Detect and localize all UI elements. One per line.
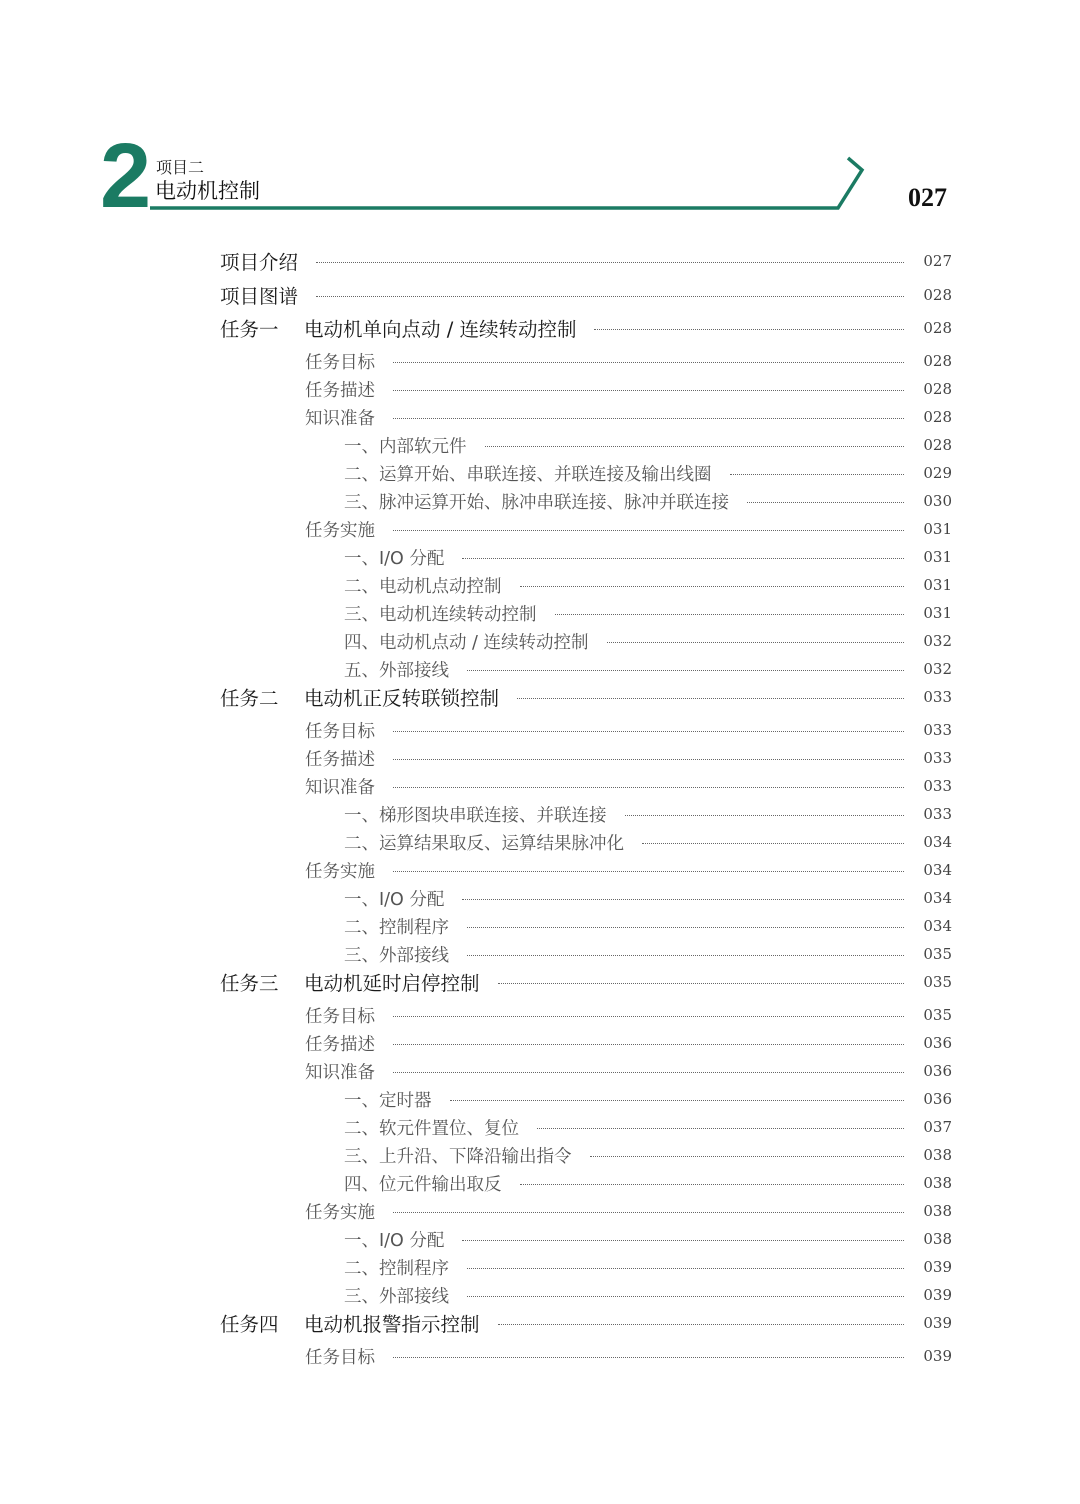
toc-entry-label xyxy=(305,377,375,402)
dot-leader xyxy=(498,1324,904,1325)
toc-page-number: 028 xyxy=(923,352,952,370)
toc-page-number: 038 xyxy=(923,1230,952,1248)
toc-page-number: 039 xyxy=(923,1258,952,1276)
toc-entry[interactable] xyxy=(344,543,952,571)
toc-entry[interactable] xyxy=(344,571,952,599)
toc-entry-label xyxy=(305,1031,375,1056)
toc-entry[interactable] xyxy=(344,655,952,683)
toc-entry[interactable] xyxy=(305,1029,952,1057)
dot-leader xyxy=(485,446,905,447)
toc-entry[interactable] xyxy=(305,1342,952,1370)
dot-leader xyxy=(393,787,904,788)
toc-entry[interactable] xyxy=(305,515,952,543)
toc-entry[interactable] xyxy=(305,856,952,884)
toc-entry-label xyxy=(305,1344,375,1369)
toc-entry-label xyxy=(220,1309,480,1337)
toc-page-number: 033 xyxy=(923,777,952,795)
toc-entry[interactable] xyxy=(305,347,952,375)
toc-page-number: 037 xyxy=(923,1118,952,1136)
dot-leader xyxy=(537,1128,904,1129)
dot-leader xyxy=(520,586,905,587)
dot-leader xyxy=(517,698,904,699)
toc-entry[interactable] xyxy=(220,281,952,309)
toc-page-number: 028 xyxy=(923,408,952,426)
toc-task-prefix: 任务四 xyxy=(220,1313,279,1336)
dot-leader xyxy=(590,1156,905,1157)
toc-page-number: 036 xyxy=(923,1034,952,1052)
toc-entry-label xyxy=(344,1255,449,1280)
toc-entry-label xyxy=(220,314,576,342)
toc-entry[interactable] xyxy=(344,599,952,627)
toc-entry-label xyxy=(344,573,502,598)
dot-leader xyxy=(730,474,905,475)
toc-entry-title: 一、I/O 分配 xyxy=(344,548,445,569)
toc-entry[interactable] xyxy=(220,968,952,996)
toc-page-number: 039 xyxy=(923,1314,952,1332)
toc-entry-label xyxy=(305,1003,375,1028)
toc-page-number: 034 xyxy=(923,889,952,907)
toc-entry-title: 一、I/O 分配 xyxy=(344,889,445,910)
toc-task-prefix: 任务二 xyxy=(220,687,279,710)
toc-page-number: 036 xyxy=(923,1090,952,1108)
toc-entry-label xyxy=(305,718,375,743)
toc-entry-title: 电动机报警指示控制 xyxy=(304,1313,480,1336)
dot-leader xyxy=(393,1357,904,1358)
toc-entry[interactable] xyxy=(344,912,952,940)
toc-page-number: 030 xyxy=(923,492,952,510)
toc-entry[interactable] xyxy=(305,1197,952,1225)
toc-page-number: 031 xyxy=(923,576,952,594)
toc-entry-label xyxy=(220,683,499,711)
toc-entry[interactable] xyxy=(344,627,952,655)
dot-leader xyxy=(520,1184,905,1185)
toc-page-number: 039 xyxy=(923,1347,952,1365)
toc-page-number: 034 xyxy=(923,917,952,935)
toc-page-number: 027 xyxy=(923,252,952,270)
toc-entry-label xyxy=(344,830,624,855)
toc-page-number: 032 xyxy=(923,632,952,650)
toc-entry-label xyxy=(220,281,298,309)
toc-page-number: 033 xyxy=(923,721,952,739)
toc-entry-title: 电动机单向点动 / 连续转动控制 xyxy=(304,318,577,341)
toc-entry-label xyxy=(305,774,375,799)
toc-page-number: 031 xyxy=(923,604,952,622)
toc-entry[interactable] xyxy=(305,403,952,431)
dot-leader xyxy=(467,1296,904,1297)
toc-entry-title: 一、梯形图块串联连接、并联连接 xyxy=(344,805,607,826)
dot-leader xyxy=(393,1072,904,1073)
dot-leader xyxy=(467,955,904,956)
page-header xyxy=(0,0,1080,230)
toc-entry-title: 一、I/O 分配 xyxy=(344,1230,445,1251)
toc-entry[interactable] xyxy=(344,1225,952,1253)
toc-entry[interactable] xyxy=(344,487,952,515)
toc-entry-title: 任务描述 xyxy=(305,1034,375,1055)
dot-leader xyxy=(462,899,904,900)
toc-entry[interactable] xyxy=(344,1253,952,1281)
toc-entry-title: 二、电动机点动控制 xyxy=(344,576,502,597)
toc-entry-title: 项目图谱 xyxy=(220,285,299,308)
toc-entry[interactable] xyxy=(344,459,952,487)
toc-page-number: 028 xyxy=(923,286,952,304)
toc-entry-label xyxy=(344,1227,444,1252)
toc-entry-title: 任务实施 xyxy=(305,1202,375,1223)
toc-entry-title: 电动机延时启停控制 xyxy=(304,972,480,995)
toc-entry-title: 三、电动机连续转动控制 xyxy=(344,604,537,625)
toc-entry[interactable] xyxy=(220,247,952,275)
toc-entry-label xyxy=(344,942,449,967)
toc-entry-label xyxy=(344,802,607,827)
toc-entry-title: 五、外部接线 xyxy=(344,660,449,681)
dot-leader xyxy=(316,296,904,297)
toc-entry-label xyxy=(344,1171,502,1196)
toc-entry-title: 三、上升沿、下降沿输出指令 xyxy=(344,1146,572,1167)
toc-entry-label xyxy=(344,489,729,514)
toc-page-number: 038 xyxy=(923,1146,952,1164)
toc-page-number: 028 xyxy=(923,380,952,398)
dot-leader xyxy=(607,642,904,643)
toc-entry[interactable] xyxy=(344,1169,952,1197)
toc-entry-label xyxy=(344,914,449,939)
toc-page-number: 033 xyxy=(923,805,952,823)
dot-leader xyxy=(498,983,904,984)
dot-leader xyxy=(393,1212,904,1213)
toc-entry[interactable] xyxy=(305,1057,952,1085)
toc-entry-title: 项目介绍 xyxy=(220,251,299,274)
toc-entry-label xyxy=(305,746,375,771)
toc-entry[interactable] xyxy=(344,1085,952,1113)
toc-page-number: 031 xyxy=(923,520,952,538)
toc-entry-label xyxy=(220,968,480,996)
toc-page-number: 031 xyxy=(923,548,952,566)
toc-page-number: 038 xyxy=(923,1174,952,1192)
toc-page-number: 034 xyxy=(923,833,952,851)
toc-entry[interactable] xyxy=(344,800,952,828)
toc-entry-title: 三、外部接线 xyxy=(344,945,449,966)
toc-entry-title: 二、运算开始、串联连接、并联连接及输出线圈 xyxy=(344,464,712,485)
toc-task-prefix: 任务一 xyxy=(220,318,279,341)
dot-leader xyxy=(462,558,904,559)
toc-entry-label xyxy=(344,1115,519,1140)
toc-entry-title: 二、控制程序 xyxy=(344,917,449,938)
project-label: 项目二 xyxy=(156,158,205,177)
toc-page-number: 035 xyxy=(923,1006,952,1024)
toc-entry-title: 任务描述 xyxy=(305,749,375,770)
toc-page-number: 039 xyxy=(923,1286,952,1304)
dot-leader xyxy=(393,390,904,391)
toc-entry-label xyxy=(344,601,537,626)
toc-page-number: 034 xyxy=(923,861,952,879)
toc-entry-title: 知识准备 xyxy=(305,408,375,429)
toc-entry-label xyxy=(305,1059,375,1084)
toc-entry-label xyxy=(305,858,375,883)
dot-leader xyxy=(467,1268,904,1269)
toc-page-number: 038 xyxy=(923,1202,952,1220)
toc-page-number: 036 xyxy=(923,1062,952,1080)
toc-task-prefix: 任务三 xyxy=(220,972,279,995)
dot-leader xyxy=(316,262,904,263)
toc-entry-title: 任务目标 xyxy=(305,1347,375,1368)
dot-leader xyxy=(450,1100,905,1101)
dot-leader xyxy=(393,1044,904,1045)
dot-leader xyxy=(393,1016,904,1017)
toc-entry-title: 二、运算结果取反、运算结果脉冲化 xyxy=(344,833,624,854)
toc-page-number: 032 xyxy=(923,660,952,678)
toc-entry-title: 四、电动机点动 / 连续转动控制 xyxy=(344,632,589,653)
dot-leader xyxy=(594,329,904,330)
toc-entry-label xyxy=(344,433,467,458)
dot-leader xyxy=(393,731,904,732)
toc-entry[interactable] xyxy=(220,683,952,711)
toc-entry-title: 知识准备 xyxy=(305,777,375,798)
dot-leader xyxy=(467,927,904,928)
toc-entry-title: 一、定时器 xyxy=(344,1090,432,1111)
toc-entry[interactable] xyxy=(305,772,952,800)
dot-leader xyxy=(393,759,904,760)
toc-entry-title: 二、控制程序 xyxy=(344,1258,449,1279)
toc-page-number: 033 xyxy=(923,749,952,767)
toc-entry[interactable] xyxy=(344,1113,952,1141)
toc-entry-title: 电动机正反转联锁控制 xyxy=(304,687,500,710)
toc-entry[interactable] xyxy=(305,716,952,744)
dot-leader xyxy=(625,815,905,816)
toc-page-number: 035 xyxy=(923,945,952,963)
toc-entry-title: 一、内部软元件 xyxy=(344,436,467,457)
dot-leader xyxy=(393,418,904,419)
toc-entry-label xyxy=(344,1283,449,1308)
toc-entry-label xyxy=(305,405,375,430)
toc-entry[interactable] xyxy=(220,314,952,342)
toc-entry[interactable] xyxy=(344,1141,952,1169)
toc-entry-title: 任务目标 xyxy=(305,1006,375,1027)
toc-entry-title: 三、外部接线 xyxy=(344,1286,449,1307)
toc-entry[interactable] xyxy=(344,940,952,968)
toc-entry-title: 四、位元件输出取反 xyxy=(344,1174,502,1195)
toc-entry[interactable] xyxy=(344,1281,952,1309)
toc-entry-title: 任务描述 xyxy=(305,380,375,401)
toc-entry-title: 任务目标 xyxy=(305,352,375,373)
toc-entry[interactable] xyxy=(344,431,952,459)
toc-page-number: 028 xyxy=(923,319,952,337)
dot-leader xyxy=(467,670,904,671)
dot-leader xyxy=(393,871,904,872)
toc-page-number: 033 xyxy=(923,688,952,706)
toc-entry[interactable] xyxy=(344,884,952,912)
toc-entry-label xyxy=(344,461,712,486)
toc-entry-label xyxy=(305,1199,375,1224)
dot-leader xyxy=(462,1240,904,1241)
toc-entry[interactable] xyxy=(305,1001,952,1029)
toc-entry-label xyxy=(344,657,449,682)
dot-leader xyxy=(393,530,904,531)
dot-leader xyxy=(393,362,904,363)
toc-page-number: 035 xyxy=(923,973,952,991)
toc-entry-title: 二、软元件置位、复位 xyxy=(344,1118,519,1139)
toc-entry-title: 知识准备 xyxy=(305,1062,375,1083)
dot-leader xyxy=(747,502,904,503)
toc-entry-title: 任务实施 xyxy=(305,861,375,882)
toc-entry-label xyxy=(344,1087,432,1112)
dot-leader xyxy=(555,614,905,615)
toc-entry-title: 三、脉冲运算开始、脉冲串联连接、脉冲并联连接 xyxy=(344,492,729,513)
toc-entry-label xyxy=(344,545,444,570)
toc-entry-label xyxy=(305,349,375,374)
toc-entry-label xyxy=(344,629,589,654)
toc-page-number: 029 xyxy=(923,464,952,482)
toc-entry-label xyxy=(220,247,298,275)
toc-entry-label xyxy=(344,886,444,911)
dot-leader xyxy=(642,843,904,844)
toc-page-number: 028 xyxy=(923,436,952,454)
toc-entry-label xyxy=(305,517,375,542)
toc-entry-title: 任务实施 xyxy=(305,520,375,541)
toc-entry-title: 任务目标 xyxy=(305,721,375,742)
toc-entry[interactable] xyxy=(344,828,952,856)
toc-entry[interactable] xyxy=(220,1309,952,1337)
page-number: 027 xyxy=(908,183,947,212)
toc-entry-label xyxy=(344,1143,572,1168)
toc-entry[interactable] xyxy=(305,375,952,403)
chapter-number: 2 xyxy=(100,125,150,227)
toc-entry[interactable] xyxy=(305,744,952,772)
project-title: 电动机控制 xyxy=(155,179,260,203)
